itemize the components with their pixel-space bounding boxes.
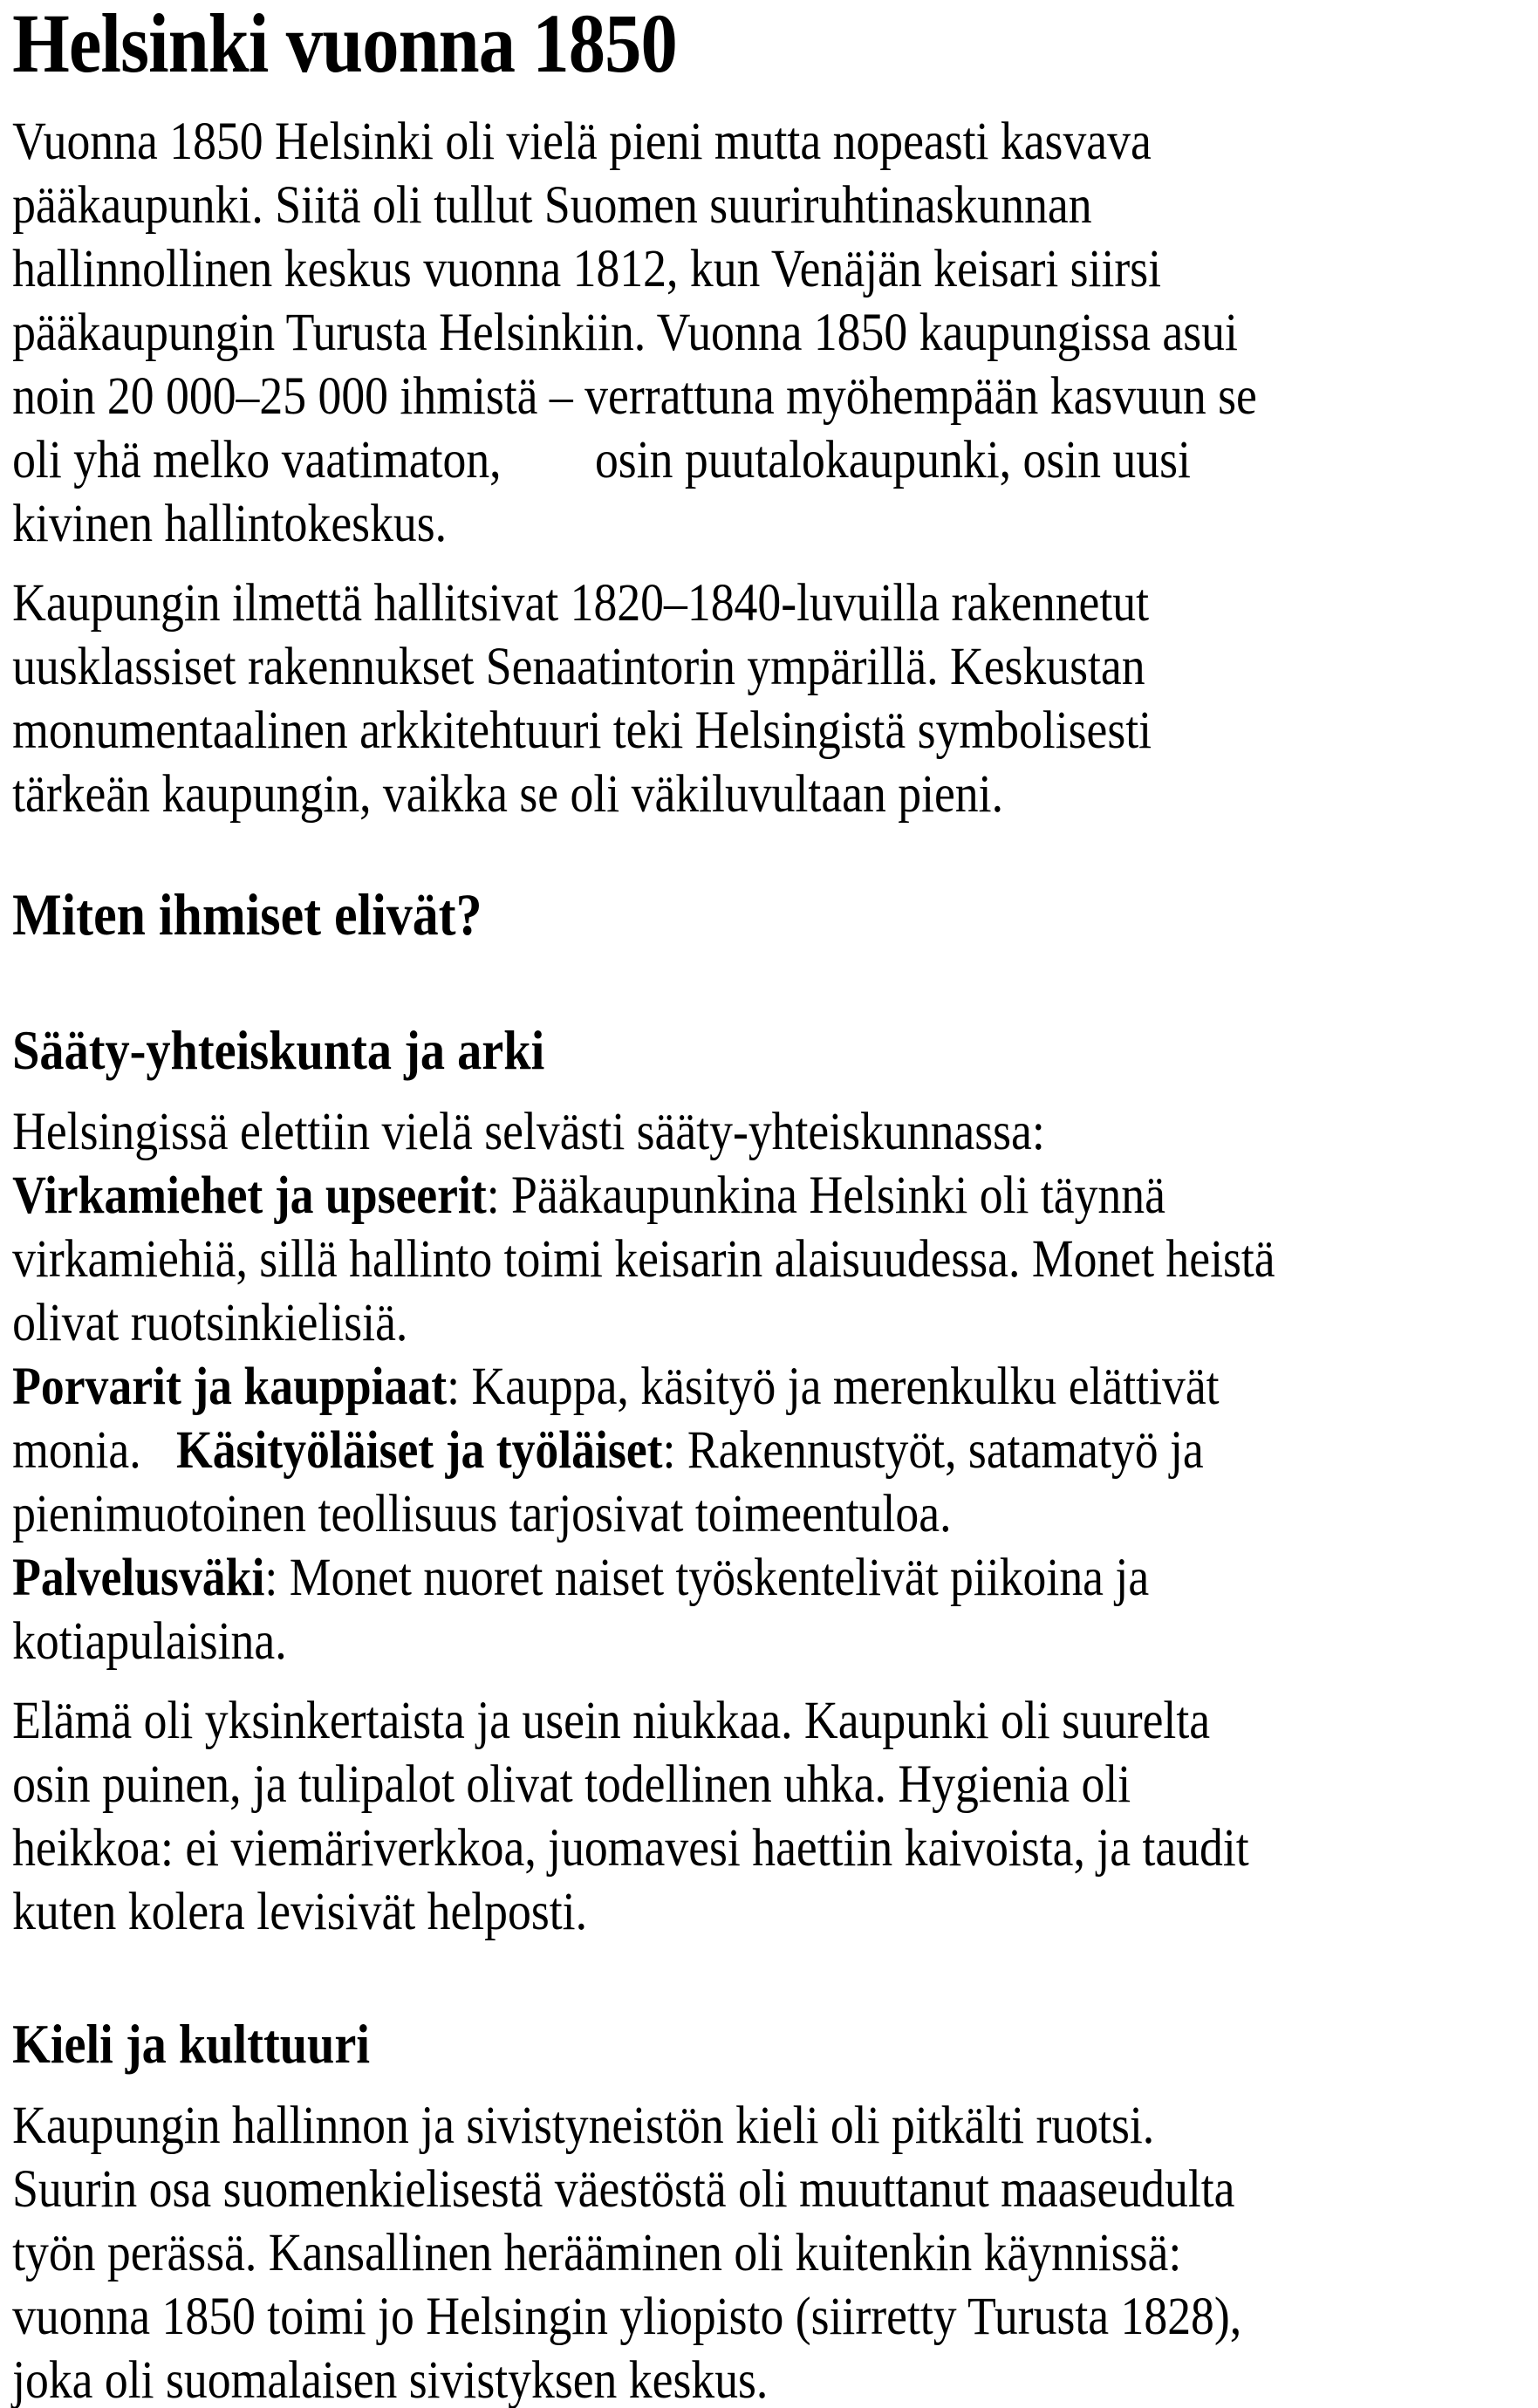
architecture-paragraph: Kaupungin ilmettä hallitsivat 1820–1840-luvuilla rakennetut uusklassiset rakennukset Senaatintorin ympärillä. Keskustan monumentaalinen arkkitehtuuri teki Helsingistä symbolisesti tärkeän kaupungin, vaikka se oli väkiluvultaan pieni. [12,574,1152,824]
intro-paragraph: Vuonna 1850 Helsinki oli vielä pieni mutta nopeasti kasvava pääkaupunki. Siitä oli tullut Suomen suuriruhtinaskunnan hallinnollinen keskus vuonna 1812, kun Venäjän keisari siirsi pääkaupungin Turusta Helsinkiin. Vuonna 1850 kaupungissa asui noin 20 000–25 000 ihmistä – verrattuna myöhempään kasvuun se oli yhä melko vaatimaton, osin puutalokaupunki, osin uusi kivinen hallintokeskus. [12,113,1257,553]
section-heading-how-people-lived: Miten ihmiset elivät? [12,881,482,947]
daily-life-paragraph: Elämä oli yksinkertaista ja usein niukkaa. Kaupunki oli suurelta osin puinen, ja tulipalot olivat todellinen uhka. Hygienia oli heikkoa: ei viemäriverkkoa, juomavesi haettiin kaivoista, ja taudit kuten kolera levisivät helposti. [12,1692,1249,1941]
subsection-heading-estate-society: Sääty-yhteiskunta ja arki [12,1019,545,1081]
estates-paragraph: Helsingissä elettiin vielä selvästi sääty-yhteiskunnassa: Virkamiehet ja upseerit: Pääkaupunkina Helsinki oli täynnä virkamiehiä, sillä hallinto toimi keisarin alaisuudessa. Monet heistä olivat ruotsinkielisiä. Porvarit ja kauppiaat: Kauppa, käsityö ja merenkulku elättivät monia. Käsityöläiset ja työläiset: Rakennustyöt, satamatyö ja pienimuotoinen teollisuus tarjosivat toimeentuloa. Palvelusväki: Monet nuoret naiset työskentelivät piikoina ja kotiapulaisina. [12,1103,1275,1671]
page-title: Helsinki vuonna 1850 [12,0,677,90]
language-paragraph: Kaupungin hallinnon ja sivistyneistön kieli oli pitkälti ruotsi. Suurin osa suomenkielisestä väestöstä oli muuttanut maaseudulta työn perässä. Kansallinen herääminen oli kuitenkin käynnissä: vuonna 1850 toimi jo Helsingin yliopisto (siirretty Turusta 1828), joka oli suomalaisen sivistyksen keskus. [12,2097,1242,2408]
subsection-heading-language-culture: Kieli ja kulttuuri [12,2013,370,2075]
